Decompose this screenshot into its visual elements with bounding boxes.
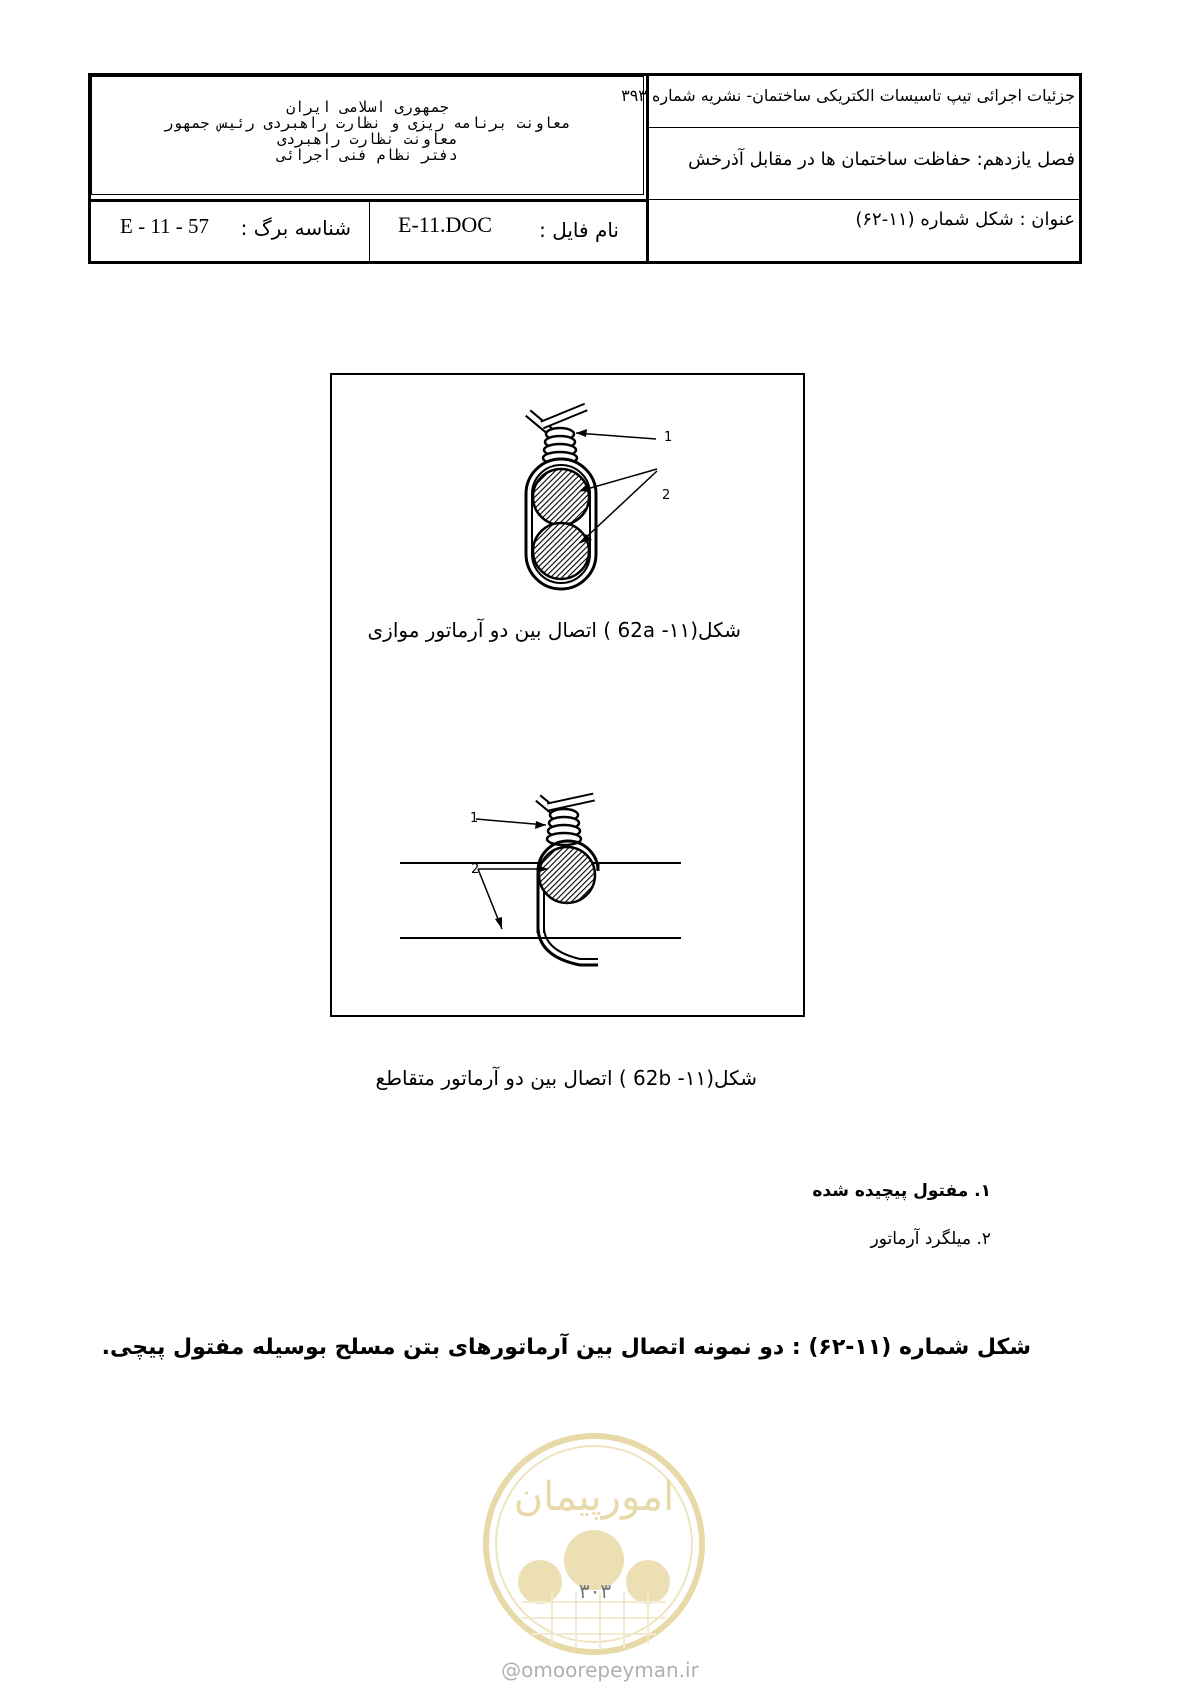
header-divider	[648, 199, 1082, 200]
file-name-label: نام فایل :	[539, 218, 619, 242]
org-line-3: معاونت نظارت راهبردی	[277, 130, 458, 148]
publication-title: جزئیات اجرائی تیپ تاسیسات الکتریکی ساختمان- نشریه شماره ۳۹۳	[621, 86, 1075, 105]
main-caption: شکل شماره (۱۱-۶۲) : دو نمونه اتصال بین آرماتورهای بتن مسلح بوسیله مفتول پیچی.	[101, 1335, 1031, 1360]
stamp-text: امورپیمان	[513, 1474, 675, 1520]
org-line-2: معاونت برنامه ریزی و نظارت راهبردی رئیس جمهور	[164, 114, 571, 132]
website-watermark: @omoorepeyman.ir	[501, 1658, 699, 1682]
sheet-title: عنوان : شکل شماره (۱۱-۶۲)	[855, 209, 1075, 230]
callout-1-top: 1	[664, 430, 673, 445]
header-divider	[648, 127, 1082, 128]
file-name-value: E-11.DOC	[398, 212, 492, 237]
sheet-id-value: E - 11 - 57	[120, 214, 210, 238]
page-number: ۳۰۳	[578, 1579, 612, 1603]
rebar-drawing	[330, 373, 805, 1017]
figure-a-parallel	[526, 407, 657, 589]
at-icon: @	[501, 1658, 522, 1682]
legend-item-2: ۲. میلگرد آرماتور	[870, 1229, 991, 1249]
chapter-title: فصل یازدهم: حفاظت ساختمان ها در مقابل آذرخش	[688, 149, 1075, 170]
callout-2-top: 2	[662, 488, 671, 503]
callout-1-bottom: 1	[470, 811, 479, 826]
figure-b-caption: شکل(۱۱- 62b ) اتصال بین دو آرماتور متقاطع	[375, 1066, 757, 1090]
sheet-id-label: شناسه برگ :	[240, 216, 351, 240]
header-divider	[88, 199, 648, 202]
org-line-4: دفتر نظام فنی اجرائی	[277, 146, 458, 164]
legend-item-1: ۱. مفتول پیچیده شده	[812, 1181, 991, 1201]
header-divider	[369, 201, 370, 264]
figure-b-crossing	[400, 797, 681, 965]
watermark-stamp	[482, 1432, 706, 1656]
org-line-1: جمهوری اسلامی ایران	[286, 98, 449, 116]
callout-2-bottom: 2	[471, 862, 480, 877]
figure-a-caption: شکل(۱۱- 62a ) اتصال بین دو آرماتور موازی	[367, 618, 741, 642]
